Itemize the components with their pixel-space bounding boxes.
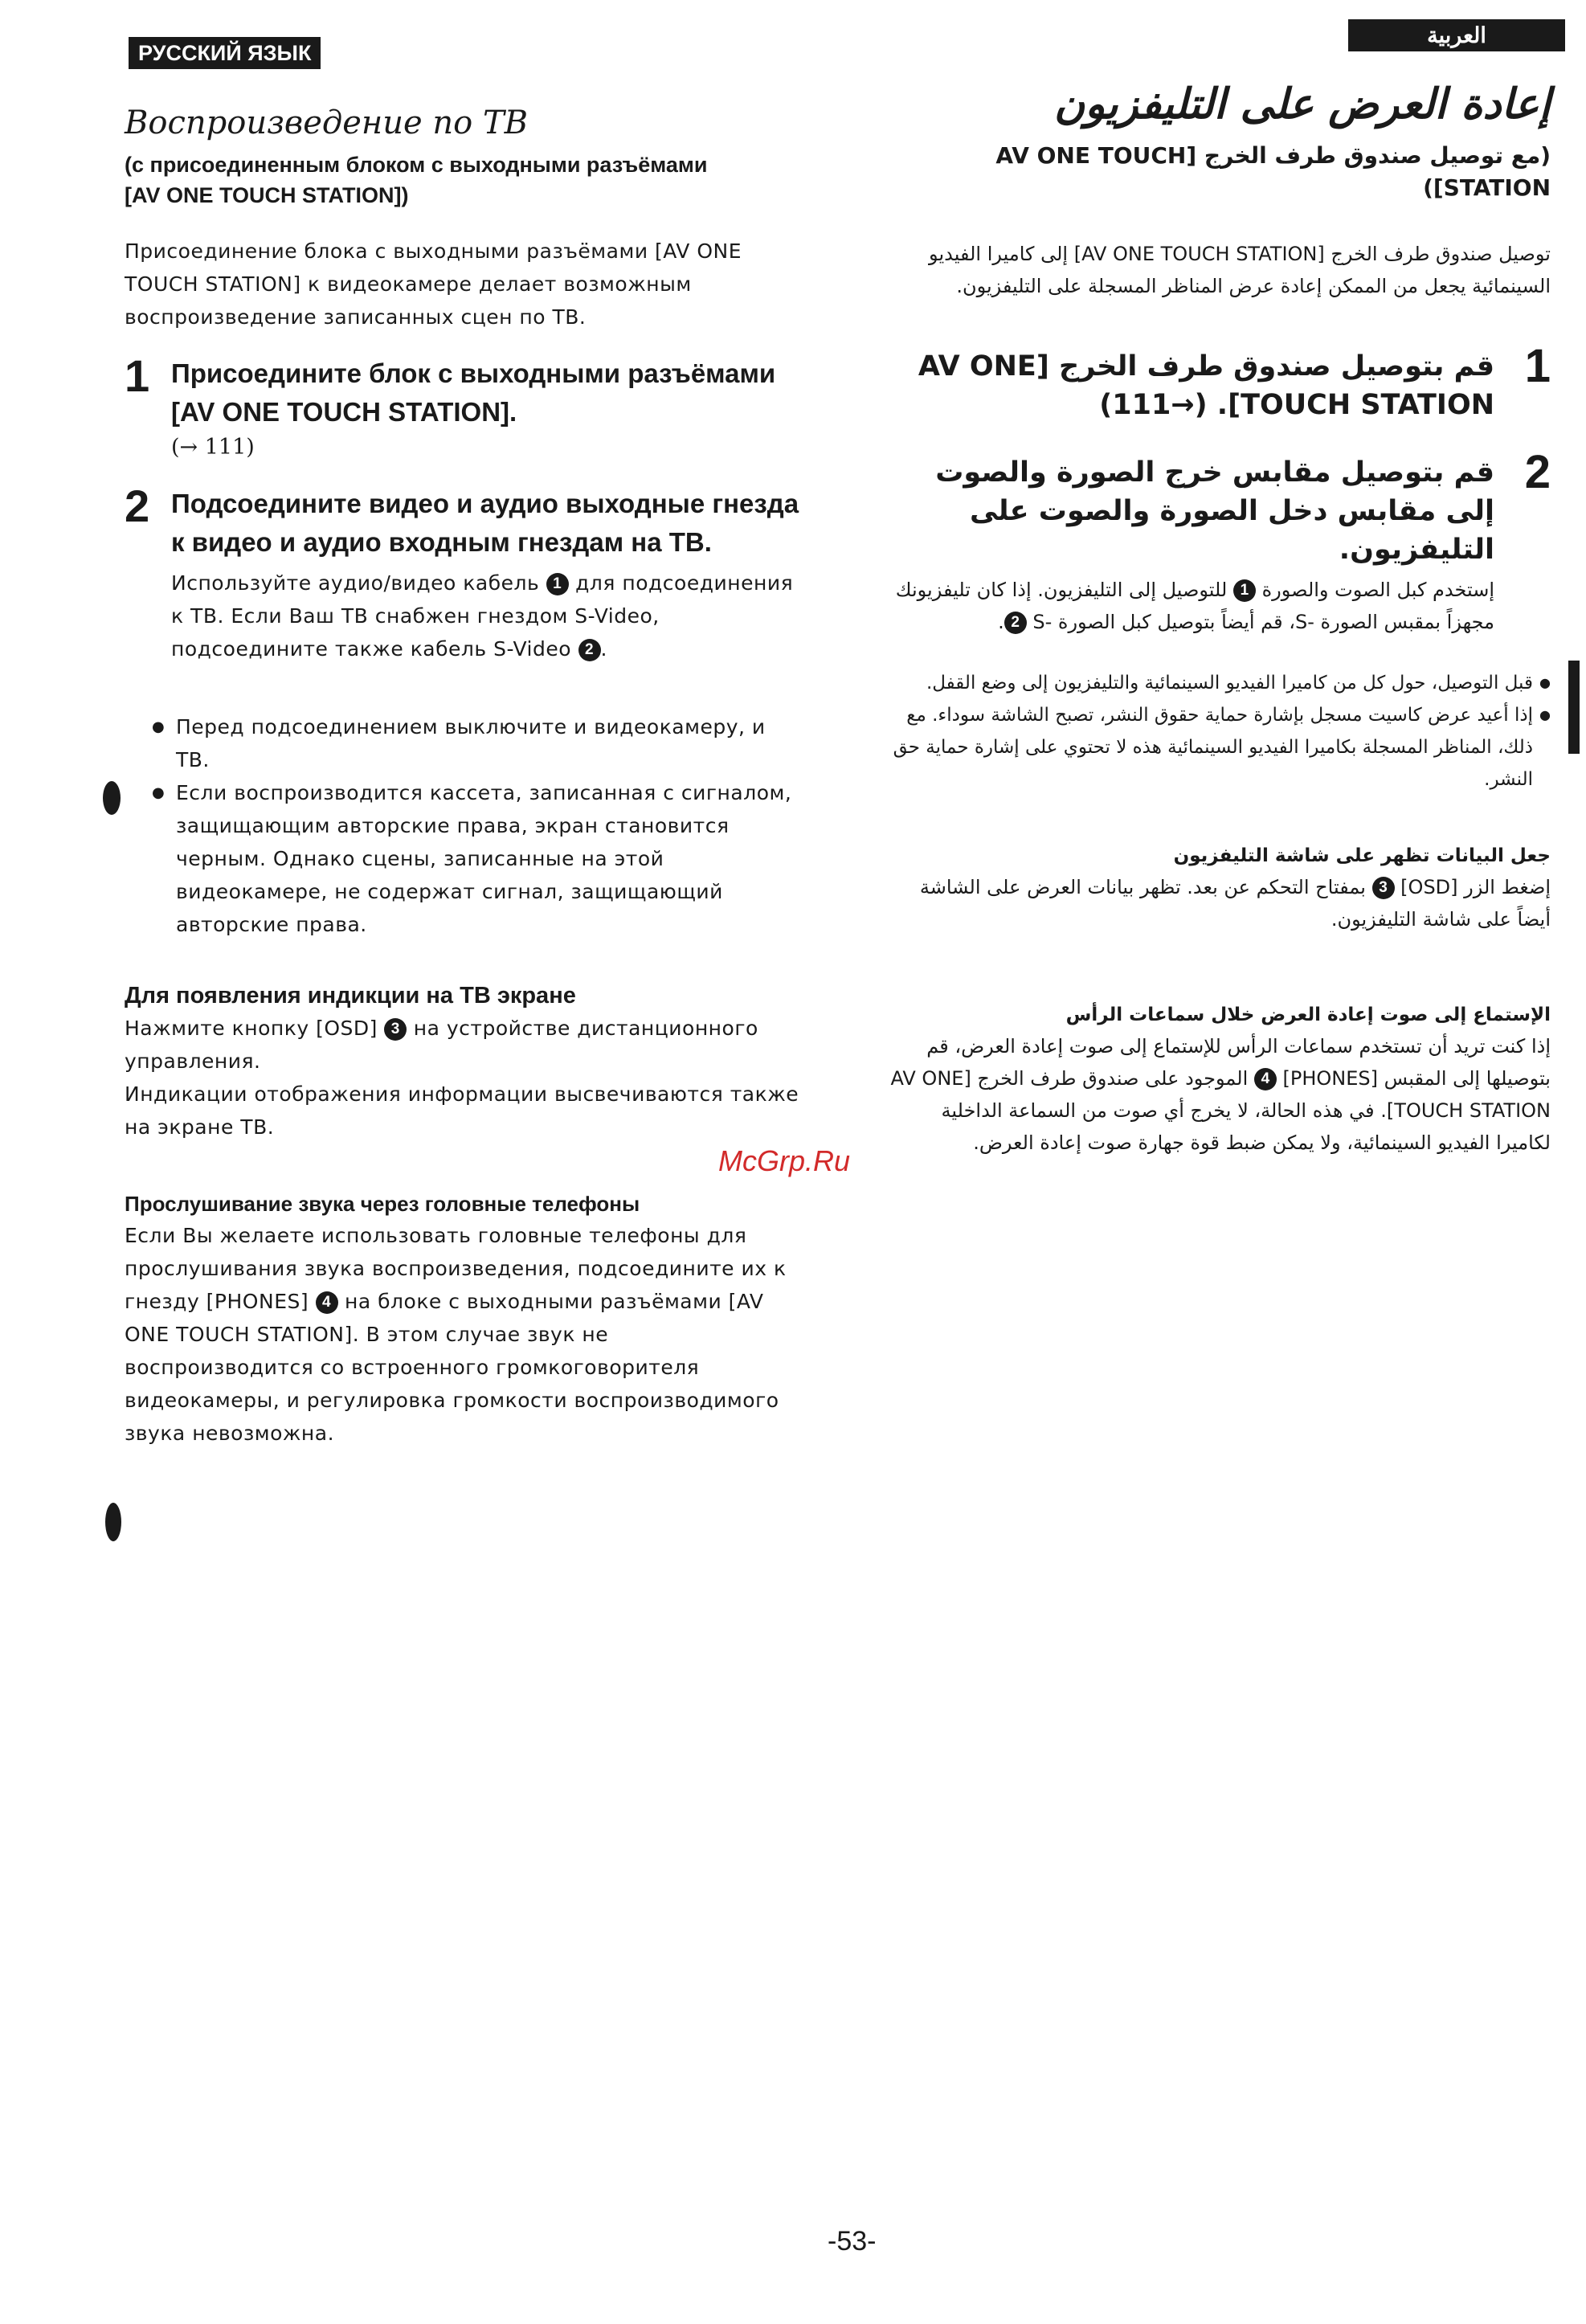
step-title (171, 354, 799, 432)
section-heading-osd-arabic: جعل البيانات تظهر على شاشة التليفزيون (1173, 845, 1551, 866)
step-2 (125, 481, 799, 665)
page-title: Воспроизведение по ТВ (125, 104, 529, 141)
list-item: ● Если воспроизводится кассета, записанная с сигналом, защищающим авторские права, экран становится черным. Однако сцены, записанные на этой видеокамере, не содержат сигнал, защищающий авторские права. (152, 776, 799, 941)
ink-mark (103, 781, 121, 815)
section-heading-phones-arabic: الإستماع إلى صوت إعادة العرض خلال سماعات الرأس (1065, 1004, 1551, 1025)
step-title: قم بتوصيل صندوق طرف الخرج [AV ONE TOUCH STATION]. (→111) (918, 350, 1494, 421)
page-reference: (→ 111) (171, 435, 255, 460)
page-edge-tab (1568, 661, 1580, 754)
paragraph-text: إضغط الزر [OSD] (1394, 876, 1551, 898)
step-title: Подсоедините видео и аудио выходные гнезда к видео и аудио входным гнездам на ТВ. (171, 489, 799, 557)
language-badge-russian: РУССКИЙ ЯЗЫК (129, 37, 321, 69)
callout-marker-4: 4 (1254, 1068, 1277, 1090)
step-body-text: . (600, 637, 607, 661)
paragraph-text: Если Вы желаете использовать головные телефоны для прослушивания звука воспроизведения, подсоедините их к гнезду [PHONES] (125, 1224, 787, 1313)
arabic-column (884, 80, 1551, 1223)
notes-list-arabic (884, 667, 1551, 796)
callout-marker-1: 1 (546, 573, 569, 595)
subtitle-line: (с присоединенным блоком с выходными разъёмами (125, 153, 708, 177)
paragraph-text: Индикации отображения информации высвечиваются также на экране ТВ. (125, 1082, 799, 1139)
intro-paragraph-arabic: توصيل صندوق طرف الخرج [AV ONE TOUCH STATION] إلى كاميرا الفيديو السينمائية يجعل من الممكن إعادة عرض المناظر المسجلة على التليفزيون. (929, 243, 1551, 297)
step-number: 1 (125, 350, 150, 401)
step-number: 2 (125, 481, 150, 531)
list-item: ● إذا أعيد عرض كاسيت مسجل بإشارة حماية حقوق النشر، تصبح الشاشة سوداء. مع ذلك، المناظر المسجلة بكاميرا الفيديو السينمائية هذه لا تحتوي على إشارة حماية حق النشر. (884, 699, 1551, 796)
step-1 (125, 350, 799, 464)
intro-paragraph: Присоединение блока с выходными разъёмами [AV ONE TOUCH STATION] к видеокамере делает возможным воспроизведение записанных сцен по ТВ. (125, 239, 742, 329)
step-body-text: . (998, 611, 1004, 633)
step-body (884, 574, 1494, 638)
step-number: 1 (1524, 340, 1551, 392)
notes-list (125, 710, 799, 941)
paragraph-text: الموجود على صندوق طرف الخرج [AV ONE TOUCH STATION]. في هذه الحالة، لا يخرج أي صوت من السماعة الداخلية لكاميرا الفيديو السينمائية، ولا يمكن ضبط قوة جهارة صوت إعادة العرض. (890, 1067, 1551, 1154)
step-title: قم بتوصيل مقابس خرج الصورة والصوت إلى مقابس دخل الصورة والصوت على التليفزيون. (935, 456, 1494, 566)
osd-paragraph-arabic (884, 871, 1551, 935)
page-subtitle-arabic: (مع توصيل صندوق طرف الخرج [AV ONE TOUCH STATION]) (995, 142, 1551, 201)
list-item: ● قبل التوصيل، حول كل من كاميرا الفيديو السينمائية والتليفزيون إلى وضع القفل. (884, 667, 1551, 699)
callout-marker-2: 2 (578, 639, 601, 661)
step-number: 2 (1524, 446, 1551, 498)
section-heading-osd: Для появления индикции на ТВ экране (125, 983, 576, 1009)
step-body (171, 567, 799, 665)
list-item: ● Перед подсоединением выключите и видеокамеру, и ТВ. (152, 710, 799, 776)
paragraph-text: بمفتاح التحكم عن بعد. تظهر بيانات العرض على الشاشة أيضاً على شاشة التليفزيون. (919, 876, 1551, 931)
step-body-text: Используйте аудио/видео кабель (171, 571, 546, 595)
step-body-text: для подсоединения к ТВ. Если Ваш ТВ снабжен гнездом S-Video, подсоедините также кабель S-Video (171, 571, 794, 661)
callout-marker-3: 3 (384, 1018, 407, 1041)
page-number: -53- (828, 2226, 877, 2256)
osd-paragraph (125, 1012, 799, 1144)
page-subtitle (125, 149, 799, 211)
callout-marker-2: 2 (1004, 612, 1027, 634)
paragraph-text: Нажмите кнопку [OSD] (125, 1017, 385, 1040)
callout-marker-1: 1 (1233, 579, 1256, 602)
phones-paragraph (125, 1219, 799, 1450)
callout-marker-4: 4 (316, 1291, 338, 1314)
paragraph-text: на блоке с выходными разъёмами [AV ONE TOUCH STATION]. В этом случае звук не воспроизводится со встроенного громкоговорителя видеокамеры, и регулировка громкости воспроизводимого звука невозможна. (125, 1290, 779, 1445)
paragraph-text: إذا كنت تريد أن تستخدم سماعات الرأس للإستماع إلى صوت إعادة العرض، قم بتوصيلها إلى المقبس [PHONES] (926, 1035, 1551, 1090)
ink-mark (105, 1503, 121, 1541)
language-badge-arabic: العربية (1348, 19, 1565, 51)
callout-marker-3: 3 (1372, 877, 1395, 899)
step-2-arabic (884, 446, 1551, 638)
page-title-arabic: إعادة العرض على التليفزيون (1054, 80, 1551, 129)
step-body-text: إستخدم كبل الصوت والصورة (1255, 579, 1494, 601)
watermark: McGrp.Ru (718, 1144, 851, 1177)
section-heading-phones: Прослушивание звука через головные телефоны (125, 1192, 640, 1216)
paragraph-text: на устройстве дистанционного управления. (125, 1017, 758, 1073)
step-body-text: للتوصيل إلى التليفزيون. إذا كان تليفزيونك مجهزاً بمقبس الصورة -S، قم أيضاً بتوصيل كبل الصورة -S (895, 579, 1494, 633)
phones-paragraph-arabic (884, 1030, 1551, 1159)
step-1-arabic (884, 340, 1551, 424)
step-title-text: Присоедините блок с выходными разъёмами [AV ONE TOUCH STATION]. (171, 358, 776, 427)
subtitle-line: [AV ONE TOUCH STATION]) (125, 183, 409, 207)
russian-column (125, 96, 799, 1495)
